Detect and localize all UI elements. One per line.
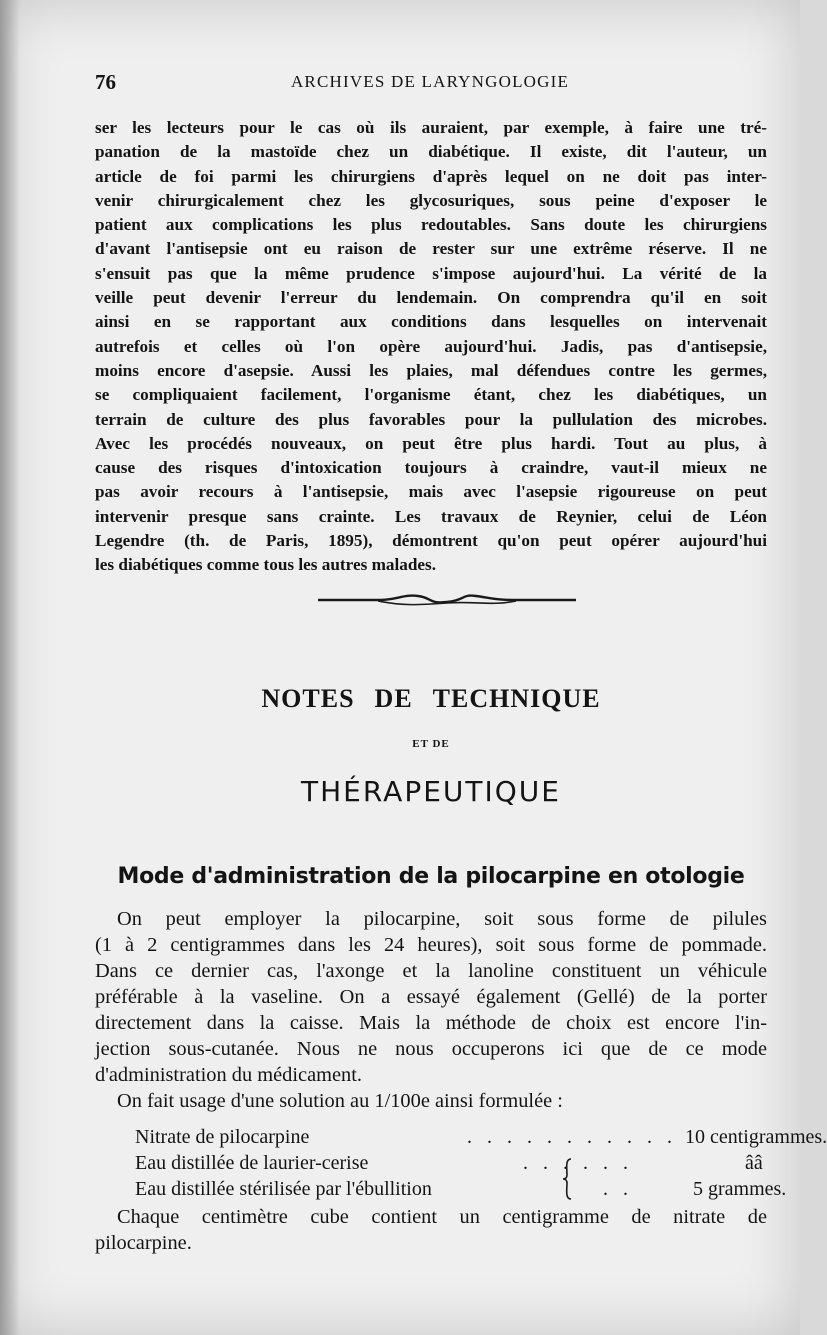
- formula-row: [95, 1152, 767, 1178]
- formula-row: [95, 1126, 827, 1152]
- text-line: terrain de culture des plus favorables pour la pullulation des microbes.: [95, 409, 767, 429]
- text-line: pas avoir recours à l'antisepsie, mais avec l'asepsie rigoureuse on peut: [95, 482, 767, 502]
- text-line: d'administration du médicament.: [95, 1064, 362, 1086]
- formula-ingredient: Nitrate de pilocarpine: [135, 1126, 310, 1148]
- text-line: directement dans la caisse. Mais la méthode de choix est encore l'in-: [95, 1012, 767, 1034]
- section-conjunction: ET DE: [412, 738, 450, 750]
- text-line: intervenir presque sans crainte. Les travaux de Reynier, celui de Léon: [95, 506, 767, 526]
- section-subtitle: THÉRAPEUTIQUE: [301, 775, 561, 808]
- formula-ingredient: Eau distillée stérilisée par l'ébullition: [135, 1178, 432, 1200]
- text-line: ser les lecteurs pour le cas où ils auraient, par exemple, à faire une tré-: [95, 118, 767, 137]
- section-title-word: TECHNIQUE: [432, 684, 601, 713]
- section-title-word: DE: [374, 684, 413, 713]
- formula-ingredient: Eau distillée de laurier-cerise: [135, 1152, 369, 1174]
- formula-quantity: ââ: [745, 1152, 763, 1174]
- text-line: (1 à 2 centigrammes dans les 24 heures), soit sous forme de pommade.: [95, 934, 767, 956]
- formula-brace: [560, 1157, 574, 1201]
- text-line: cause des risques d'intoxication toujours à craindre, vaut-il mieux ne: [95, 458, 767, 478]
- text-line: On peut employer la pilocarpine, soit sous forme de pilules: [117, 908, 767, 930]
- text-line: autrefois et celles où l'on opère aujourd'hui. Jadis, pas d'antisepsie,: [95, 336, 767, 356]
- formula-quantity: 5 grammes.: [693, 1178, 787, 1200]
- text-line: Avec les procédés nouveaux, on peut être plus hardi. Tout au plus, à: [95, 433, 767, 453]
- formula-quantity: 10 centigrammes.: [685, 1126, 827, 1148]
- page-number: 76: [95, 70, 116, 94]
- formula-leader: . . . . . . . . . . .: [467, 1126, 677, 1148]
- article-body: [95, 906, 767, 1114]
- continued-article-text: [95, 116, 767, 578]
- text-line: Dans ce dernier cas, l'axonge et la lanoline constituent un véhicule: [95, 960, 767, 982]
- text-line: d'avant l'antisepsie ont eu raison de rester sur une extrême réserve. Il ne: [95, 239, 767, 259]
- text-line: jection sous-cutanée. Nous ne nous occuperons ici que de ce mode: [95, 1038, 767, 1060]
- text-line: pilocarpine.: [95, 1232, 192, 1254]
- closing-paragraph: [95, 1204, 767, 1256]
- text-line: Chaque centimètre cube contient un centigramme de nitrate de: [117, 1206, 767, 1228]
- text-line: ainsi en se rapportant aux conditions dans lesquelles on intervenait: [95, 312, 767, 332]
- formula-leader: . .: [603, 1178, 633, 1200]
- text-line: veille peut devenir l'erreur du lendemain. On comprendra qu'il en soit: [95, 288, 767, 308]
- section-title: [95, 684, 767, 714]
- formula-row: [95, 1178, 787, 1204]
- text-line: Legendre (th. de Paris, 1895), démontrent qu'on peut opérer aujourd'hui: [95, 531, 767, 551]
- formula-intro: On fait usage d'une solution au 1/100e ainsi formulée :: [117, 1090, 563, 1112]
- ornamental-rule: [318, 588, 576, 612]
- text-line: venir chirurgicalement chez les glycosuriques, sous peine d'exposer le: [95, 190, 767, 210]
- journal-title: ARCHIVES DE LARYNGOLOGIE: [290, 72, 570, 91]
- text-line: s'ensuit pas que la même prudence s'impose aujourd'hui. La vérité de la: [95, 263, 767, 283]
- text-line: moins encore d'asepsie. Aussi les plaies, mal défendues contre les germes,: [95, 360, 767, 380]
- text-line: article de foi parmi les chirurgiens d'après lequel on ne doit pas inter-: [95, 166, 767, 186]
- text-line: préférable à la vaseline. On a essayé également (Gellé) de la porter: [95, 986, 767, 1008]
- formula-leader: . . . . . .: [523, 1152, 633, 1174]
- text-line: patient aux complications les plus redoutables. Sans doute les chirurgiens: [95, 215, 767, 235]
- section-title-word: NOTES: [261, 684, 355, 713]
- article-title: Mode d'administration de la pilocarpine en otologie: [117, 864, 745, 889]
- running-head: [95, 70, 765, 94]
- text-line: se compliquaient facilement, l'organisme étant, chez les diabétiques, un: [95, 385, 767, 405]
- text-line: panation de la mastoïde chez un diabétique. Il existe, dit l'auteur, un: [95, 142, 767, 162]
- binding-shadow: [0, 0, 20, 1335]
- text-line: les diabétiques comme tous les autres malades.: [95, 555, 437, 575]
